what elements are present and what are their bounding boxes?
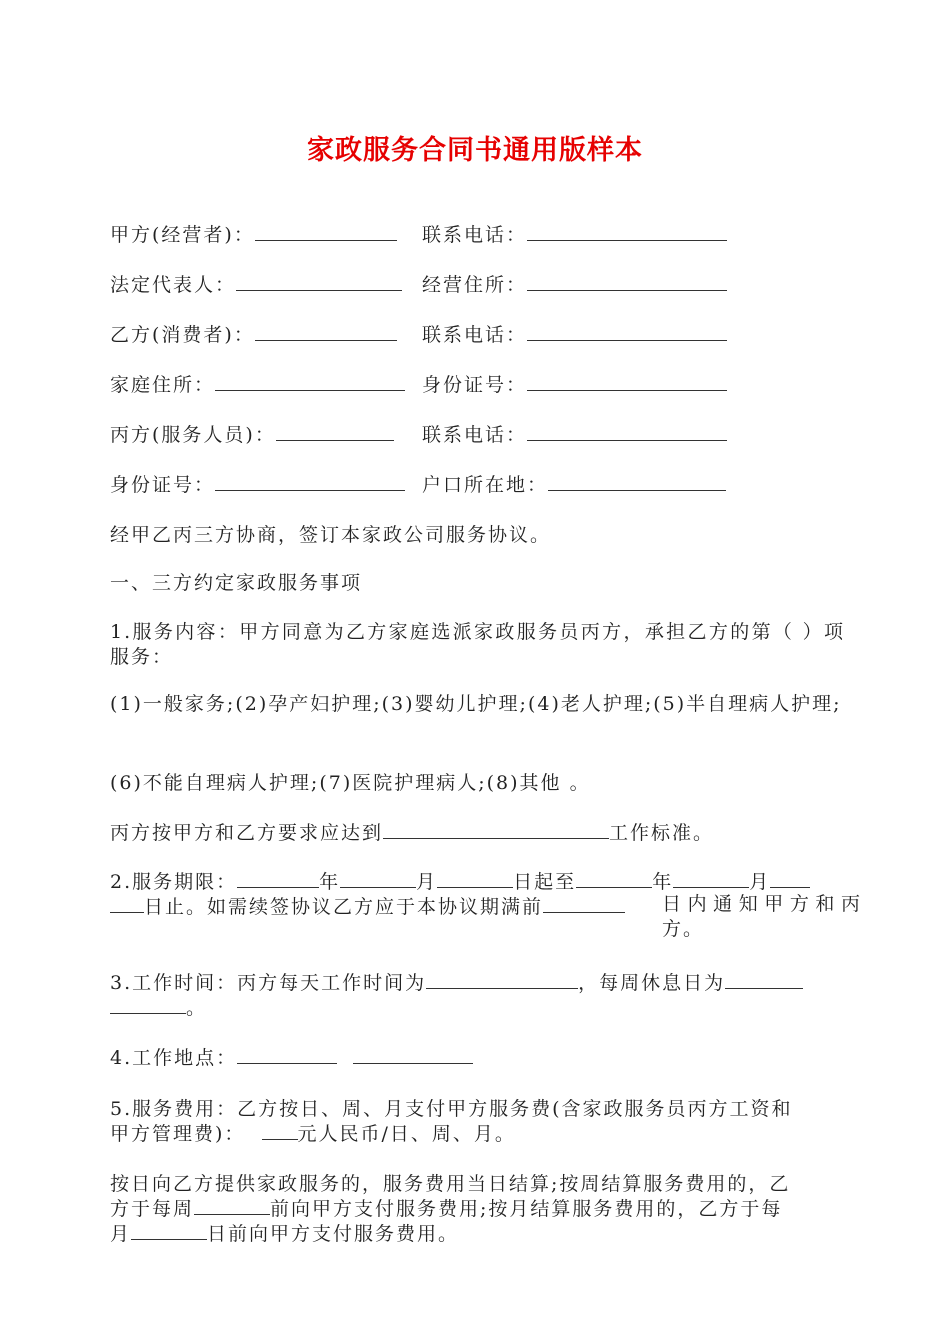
party-c-phone-blank[interactable] bbox=[527, 422, 727, 441]
item-2-line-1 bbox=[110, 867, 845, 894]
item-2-notice-text: 日内通知甲方和丙方。 bbox=[662, 893, 862, 940]
day-from-text: 日起至 bbox=[513, 871, 577, 893]
party-c-phone-label: 联系电话： bbox=[422, 424, 528, 446]
start-day-blank[interactable] bbox=[437, 869, 513, 888]
daily-hours-blank[interactable] bbox=[426, 970, 578, 989]
home-address-blank[interactable] bbox=[215, 372, 405, 391]
item-4-line bbox=[110, 1043, 845, 1070]
payment-line-1: 按日向乙方提供家政服务的，服务费用当日结算;按周结算服务费用的，乙 bbox=[110, 1173, 791, 1195]
mgmt-fee-label: 甲方管理费)： bbox=[110, 1123, 246, 1145]
party-c-id-label: 身份证号： bbox=[110, 474, 216, 496]
weekly-pay-day-blank[interactable] bbox=[194, 1196, 270, 1215]
item-1-service-content: 1.服务内容：甲方同意为乙方家庭选派家政服务员丙方，承担乙方的第（ ）项服务： bbox=[110, 621, 845, 668]
business-address-label: 经营住所： bbox=[422, 274, 528, 296]
fee-amount-blank[interactable] bbox=[262, 1121, 298, 1140]
item-3-mid: ，每周休息日为 bbox=[578, 972, 726, 994]
document-title: 家政服务合同书通用版样本 bbox=[307, 135, 643, 166]
household-blank[interactable] bbox=[548, 472, 726, 491]
party-row-2 bbox=[110, 270, 845, 298]
section-heading: 一、三方约定家政服务事项 bbox=[110, 572, 363, 594]
party-b-blank[interactable] bbox=[255, 322, 397, 341]
standard-line bbox=[110, 818, 845, 845]
start-month-blank[interactable] bbox=[340, 869, 416, 888]
rest-day-blank-b[interactable] bbox=[110, 995, 186, 1014]
item-2-renewal-text: 日止。如需续签协议乙方应于本协议期满前 bbox=[144, 896, 544, 918]
party-row-1 bbox=[110, 220, 845, 248]
intro-text: 经甲乙丙三方协商，签订本家政公司服务协议。 bbox=[110, 524, 552, 546]
party-b-phone-label: 联系电话： bbox=[422, 324, 528, 346]
monthly-pay-text: 日前向甲方支付服务费用。 bbox=[207, 1223, 460, 1245]
start-year-blank[interactable] bbox=[237, 869, 319, 888]
year-text: 年 bbox=[319, 871, 341, 893]
legal-rep-blank[interactable] bbox=[236, 272, 402, 291]
standard-blank[interactable] bbox=[383, 820, 609, 839]
business-address-blank[interactable] bbox=[527, 272, 727, 291]
party-a-phone-blank[interactable] bbox=[527, 222, 727, 241]
id-number-blank[interactable] bbox=[527, 372, 727, 391]
fee-unit-text: 元人民币/日、周、月。 bbox=[297, 1123, 516, 1145]
year2-text: 年 bbox=[652, 871, 674, 893]
item-1-options-b: (6)不能自理病人护理;(7)医院护理病人;(8)其他 。 bbox=[110, 772, 591, 794]
end-day-blank-b[interactable] bbox=[110, 894, 144, 913]
end-day-blank-a[interactable] bbox=[770, 869, 810, 888]
work-location-blank-a[interactable] bbox=[237, 1045, 337, 1064]
end-month-blank[interactable] bbox=[673, 869, 749, 888]
party-a-blank[interactable] bbox=[255, 222, 397, 241]
end-year-blank[interactable] bbox=[576, 869, 652, 888]
party-b-phone-blank[interactable] bbox=[527, 322, 727, 341]
party-a-phone-label: 联系电话： bbox=[422, 224, 528, 246]
item-5-line-2 bbox=[110, 1119, 845, 1146]
payment-line-3 bbox=[110, 1219, 845, 1246]
home-address-label: 家庭住所： bbox=[110, 374, 216, 396]
party-row-5 bbox=[110, 420, 845, 448]
standard-prefix: 丙方按甲方和乙方要求应达到 bbox=[110, 822, 384, 844]
weekly-pay-text: 前向甲方支付服务费用;按月结算服务费用的，乙方于每 bbox=[270, 1198, 783, 1220]
party-row-3 bbox=[110, 320, 845, 348]
weekly-label: 方于每周 bbox=[110, 1198, 195, 1220]
item-1-options-a: (1)一般家务;(2)孕产妇护理;(3)婴幼儿护理;(4)老人护理;(5)半自理病人护理; bbox=[110, 693, 842, 715]
legal-rep-label: 法定代表人： bbox=[110, 274, 237, 296]
item-3-end: 。 bbox=[186, 997, 208, 1019]
party-a-label: 甲方(经营者)： bbox=[110, 224, 255, 246]
standard-suffix: 工作标准。 bbox=[609, 822, 715, 844]
month-text: 月 bbox=[416, 871, 438, 893]
item-2-label: 2.服务期限： bbox=[110, 871, 238, 893]
household-label: 户口所在地： bbox=[422, 474, 549, 496]
id-number-label: 身份证号： bbox=[422, 374, 528, 396]
party-row-4 bbox=[110, 370, 845, 398]
party-c-blank[interactable] bbox=[276, 422, 394, 441]
payment-line-2 bbox=[110, 1194, 845, 1221]
party-c-id-blank[interactable] bbox=[215, 472, 405, 491]
work-location-label: 4.工作地点： bbox=[110, 1047, 238, 1069]
month2-text: 月 bbox=[749, 871, 771, 893]
item-5-line-1: 5.服务费用：乙方按日、周、月支付甲方服务费(含家政服务员丙方工资和 bbox=[110, 1098, 793, 1120]
party-row-6 bbox=[110, 470, 845, 498]
item-3-prefix: 3.工作时间：丙方每天工作时间为 bbox=[110, 972, 427, 994]
monthly-label: 月 bbox=[110, 1223, 132, 1245]
item-3-line-2 bbox=[110, 993, 845, 1020]
party-c-label: 丙方(服务人员)： bbox=[110, 424, 276, 446]
item-3-line-1 bbox=[110, 968, 845, 995]
monthly-pay-day-blank[interactable] bbox=[131, 1221, 207, 1240]
notice-days-blank[interactable] bbox=[543, 894, 625, 913]
work-location-blank-b[interactable] bbox=[353, 1045, 473, 1064]
party-b-label: 乙方(消费者)： bbox=[110, 324, 255, 346]
rest-day-blank-a[interactable] bbox=[725, 970, 803, 989]
